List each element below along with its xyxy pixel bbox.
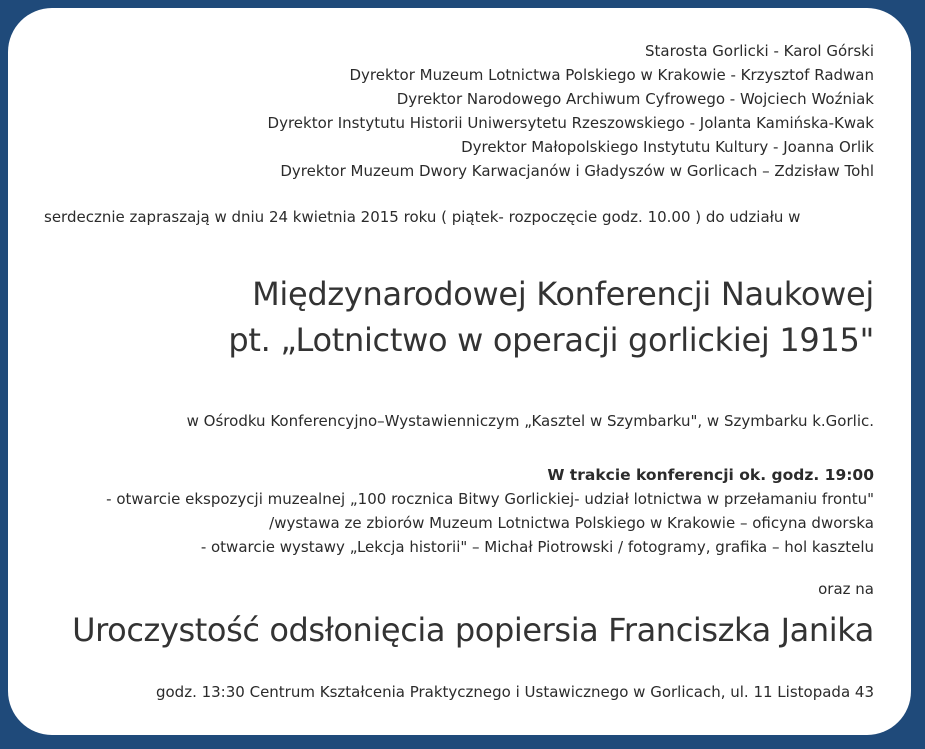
conference-title-line1: Międzynarodowej Konferencji Naukowej: [252, 275, 874, 313]
organizer-line: Starosta Gorlicki - Karol Górski: [645, 42, 874, 60]
during-line: - otwarcie wystawy „Lekcja historii" – Michał Piotrowski / fotogramy, grafika – hol kasztelu: [200, 538, 874, 556]
venue-text: w Ośrodku Konferencyjno–Wystawienniczym „Kasztel w Szymbarku", w Szymbarku k.Gorlic.: [186, 412, 874, 430]
during-line: /wystawa ze zbiorów Muzeum Lotnictwa Polskiego w Krakowie – oficyna dworska: [269, 514, 874, 532]
organizer-line: Dyrektor Instytutu Historii Uniwersytetu Rzeszowskiego - Jolanta Kamińska-Kwak: [267, 114, 874, 132]
during-line: - otwarcie ekspozycji muzealnej „100 rocznica Bitwy Gorlickiej- udział lotnictwa w przełamaniu frontu": [106, 490, 874, 508]
organizers-list: [268, 39, 874, 183]
during-conference-section: [106, 463, 874, 559]
organizer-line: Dyrektor Małopolskiego Instytutu Kultury - Joanna Orlik: [461, 138, 874, 156]
invitation-card: [8, 8, 911, 735]
conference-title: [228, 271, 874, 363]
organizer-line: Dyrektor Narodowego Archiwum Cyfrowego - Wojciech Woźniak: [396, 90, 874, 108]
organizer-line: Dyrektor Muzeum Lotnictwa Polskiego w Krakowie - Krzysztof Radwan: [349, 66, 874, 84]
ceremony-details: godz. 13:30 Centrum Kształcenia Praktycznego i Ustawicznego w Gorlicach, ul. 11 Listopada 43: [155, 683, 874, 701]
organizer-line: Dyrektor Muzeum Dwory Karwacjanów i Gładyszów w Gorlicach – Zdzisław Tohl: [280, 162, 874, 180]
conference-title-line2: pt. „Lotnictwo w operacji gorlickiej 1915": [228, 321, 874, 359]
and-label: oraz na: [818, 580, 874, 598]
ceremony-title: Uroczystość odsłonięcia popiersia Franciszka Janika: [72, 611, 874, 649]
during-heading: W trakcie konferencji ok. godz. 19:00: [547, 466, 874, 484]
invitation-text: serdecznie zapraszają w dniu 24 kwietnia 2015 roku ( piątek- rozpoczęcie godz. 10.00 ) do udziału w: [44, 208, 801, 226]
